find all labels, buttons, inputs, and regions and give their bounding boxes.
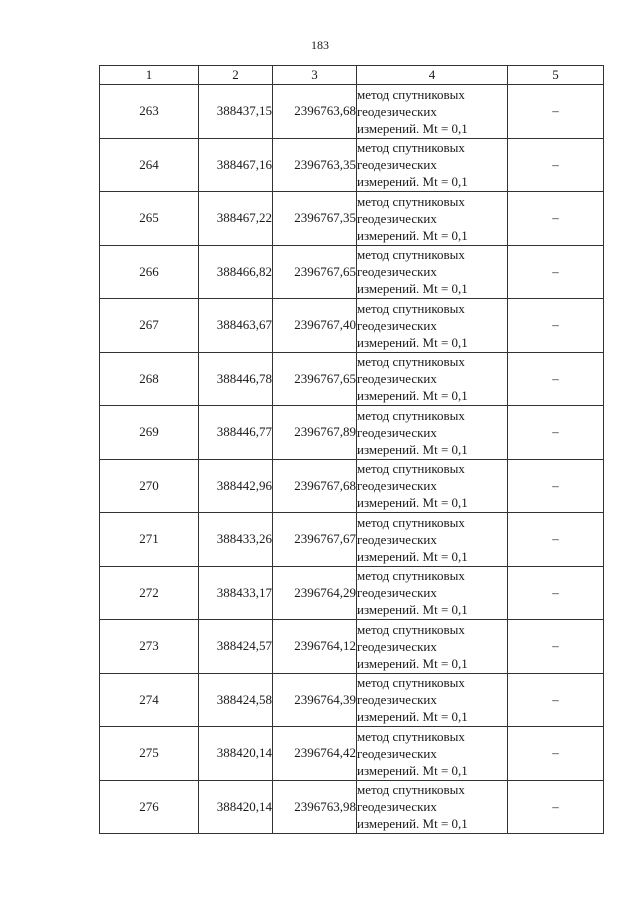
point-number: 274 [100,673,199,727]
page-number: 183 [311,38,329,52]
coordinate-y: 2396763,35 [273,138,357,192]
method-line: измерений. Mt = 0,1 [357,602,468,618]
table-row [100,245,604,299]
method-description [357,566,508,620]
method-line: геодезических [357,371,437,387]
method-line: измерений. Mt = 0,1 [357,174,468,190]
method-description [357,299,508,353]
coordinate-y: 2396764,42 [273,727,357,781]
table-row [100,620,604,674]
method-line: геодезических [357,531,437,547]
method-line: геодезических [357,264,437,280]
coordinate-y: 2396763,98 [273,780,357,834]
coordinate-x: 388442,96 [199,459,273,513]
point-number: 273 [100,620,199,674]
note-dash: – [508,513,604,567]
note-dash: – [508,566,604,620]
method-line: измерений. Mt = 0,1 [357,388,468,404]
table-row [100,138,604,192]
method-description [357,245,508,299]
note-dash: – [508,727,604,781]
method-line: измерений. Mt = 0,1 [357,227,468,243]
header-col-1: 1 [100,66,199,85]
point-number: 270 [100,459,199,513]
method-line: измерений. Mt = 0,1 [357,120,468,136]
coordinate-x: 388467,22 [199,192,273,246]
method-line: метод спутниковых [357,568,465,584]
method-line: геодезических [357,210,437,226]
method-line: измерений. Mt = 0,1 [357,334,468,350]
method-description [357,85,508,139]
table-row [100,406,604,460]
note-dash: – [508,192,604,246]
point-number: 264 [100,138,199,192]
method-line: геодезических [357,638,437,654]
coordinate-y: 2396763,68 [273,85,357,139]
coordinate-y: 2396767,89 [273,406,357,460]
header-col-2: 2 [199,66,273,85]
header-col-5: 5 [508,66,604,85]
method-line: геодезических [357,424,437,440]
table-row [100,673,604,727]
coordinate-x: 388420,14 [199,780,273,834]
method-description [357,406,508,460]
method-line: измерений. Mt = 0,1 [357,655,468,671]
method-line: метод спутниковых [357,247,465,263]
header-col-4: 4 [357,66,508,85]
table-row [100,513,604,567]
method-line: метод спутниковых [357,461,465,477]
coordinate-y: 2396767,67 [273,513,357,567]
header-col-3: 3 [273,66,357,85]
table-row [100,192,604,246]
method-line: метод спутниковых [357,407,465,423]
note-dash: – [508,673,604,727]
method-description [357,138,508,192]
coordinate-x: 388463,67 [199,299,273,353]
coordinate-x: 388424,58 [199,673,273,727]
coordinate-y: 2396767,40 [273,299,357,353]
note-dash: – [508,299,604,353]
method-line: метод спутниковых [357,140,465,156]
coordinate-x: 388433,17 [199,566,273,620]
method-line: измерений. Mt = 0,1 [357,441,468,457]
coordinate-x: 388420,14 [199,727,273,781]
method-line: измерений. Mt = 0,1 [357,281,468,297]
method-line: геодезических [357,745,437,761]
point-number: 265 [100,192,199,246]
note-dash: – [508,85,604,139]
table-row [100,459,604,513]
method-line: метод спутниковых [357,86,465,102]
note-dash: – [508,138,604,192]
method-line: метод спутниковых [357,782,465,798]
coordinate-y: 2396767,68 [273,459,357,513]
table-row [100,299,604,353]
table-row [100,780,604,834]
point-number: 269 [100,406,199,460]
method-description [357,459,508,513]
point-number: 266 [100,245,199,299]
method-line: метод спутниковых [357,354,465,370]
table-row [100,352,604,406]
method-description [357,620,508,674]
point-number: 275 [100,727,199,781]
point-number: 268 [100,352,199,406]
table-row [100,85,604,139]
point-number: 272 [100,566,199,620]
coordinate-x: 388437,15 [199,85,273,139]
table-header [100,66,604,85]
note-dash: – [508,780,604,834]
coordinate-x: 388446,77 [199,406,273,460]
note-dash: – [508,245,604,299]
coordinate-y: 2396767,65 [273,245,357,299]
note-dash: – [508,459,604,513]
coordinate-y: 2396764,12 [273,620,357,674]
method-line: измерений. Mt = 0,1 [357,709,468,725]
method-description [357,513,508,567]
note-dash: – [508,620,604,674]
coordinate-y: 2396764,29 [273,566,357,620]
coordinate-x: 388446,78 [199,352,273,406]
method-line: измерений. Mt = 0,1 [357,548,468,564]
method-line: метод спутниковых [357,621,465,637]
method-line: геодезических [357,317,437,333]
coordinate-x: 388467,16 [199,138,273,192]
method-line: измерений. Mt = 0,1 [357,762,468,778]
table-row [100,727,604,781]
point-number: 276 [100,780,199,834]
method-line: геодезических [357,692,437,708]
coordinate-x: 388433,26 [199,513,273,567]
method-description [357,673,508,727]
method-description [357,352,508,406]
table-row [100,566,604,620]
table-body [100,85,604,834]
method-line: метод спутниковых [357,193,465,209]
point-number: 271 [100,513,199,567]
method-description [357,780,508,834]
method-line: геодезических [357,157,437,173]
coordinates-table [99,65,604,834]
method-description [357,192,508,246]
method-line: геодезических [357,799,437,815]
method-line: метод спутниковых [357,728,465,744]
method-line: геодезических [357,478,437,494]
method-line: геодезических [357,585,437,601]
method-line: метод спутниковых [357,514,465,530]
method-line: геодезических [357,103,437,119]
point-number: 267 [100,299,199,353]
method-line: измерений. Mt = 0,1 [357,816,468,832]
point-number: 263 [100,85,199,139]
method-line: измерений. Mt = 0,1 [357,495,468,511]
method-line: метод спутниковых [357,675,465,691]
coordinate-y: 2396764,39 [273,673,357,727]
coordinate-y: 2396767,35 [273,192,357,246]
note-dash: – [508,406,604,460]
coordinate-x: 388466,82 [199,245,273,299]
coordinate-y: 2396767,65 [273,352,357,406]
method-description [357,727,508,781]
method-line: метод спутниковых [357,300,465,316]
header-row [100,66,604,85]
note-dash: – [508,352,604,406]
coordinate-x: 388424,57 [199,620,273,674]
